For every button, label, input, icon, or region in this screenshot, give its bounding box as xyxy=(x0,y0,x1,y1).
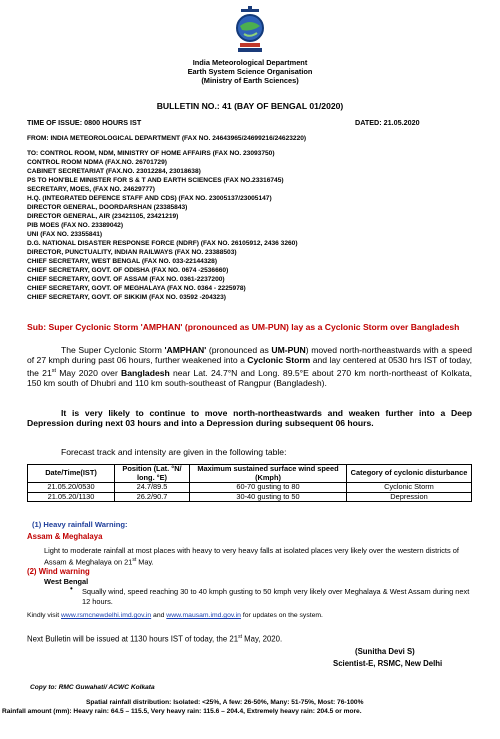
recipient-line: DIRECTOR GENERAL, AIR (23421105, 23421219) xyxy=(27,213,179,220)
org-name: India Meteorological Department xyxy=(192,58,308,67)
next-bulletin: Next Bulletin will be issued at 1130 hours IST of today, the 21st May, 2020. xyxy=(27,634,283,644)
recipient-line: DIRECTOR, PUNCTUALITY, INDIAN RAILWAYS (FAX NO. 23388503) xyxy=(27,249,237,256)
forecast-paragraph: It is very likely to continue to move north-northeastwards and weaken further into a Deep Depression during next 03 hours and into a Depression during subsequent 06 hours. xyxy=(27,408,472,429)
recipient-line: DIRECTOR GENERAL, DOORDARSHAN (23385843) xyxy=(27,204,188,211)
recipient-line: CHIEF SECRETARY, GOVT. OF ODISHA (FAX NO. 0674 -2536660) xyxy=(27,267,229,274)
rainfall-distribution-legend: Spatial rainfall distribution: Isolated: <25%, A few: 26-50%, Many: 51-75%, Most: 76-100% xyxy=(86,699,364,706)
bulletin-number: BULLETIN NO.: 41 (BAY OF BENGAL 01/2020) xyxy=(156,101,344,111)
recipient-line: D.G. NATIONAL DISASTER RESPONSE FORCE (NDRF) (FAX NO. 26105912, 2436 3260) xyxy=(27,240,298,247)
column-header: Category of cyclonic disturbance xyxy=(347,465,472,483)
column-header: Date/Time(IST) xyxy=(28,465,115,483)
recipient-line: PIB MOES (FAX NO. 23389042) xyxy=(27,222,124,229)
table-cell: 21.05.20/0530 xyxy=(28,483,115,493)
table-intro: Forecast track and intensity are given in the following table: xyxy=(61,447,287,457)
heavy-rainfall-warning-title: (1) Heavy rainfall Warning: xyxy=(32,520,128,529)
subject-line: Sub: Super Cyclonic Storm 'AMPHAN' (pronounced as UM-PUN) lay as a Cyclonic Storm over Bangladesh xyxy=(27,322,460,332)
forecast-table xyxy=(27,464,472,502)
table-cell: 24.7/89.5 xyxy=(115,483,190,493)
table-header-row xyxy=(28,465,472,483)
column-header: Position (Lat. °N/ long. °E) xyxy=(115,465,190,483)
recipient-line: CHIEF SECRETARY, GOVT. OF SIKKIM (FAX NO. 03592 -204323) xyxy=(27,294,226,301)
recipient-line: UNI (FAX NO. 23355841) xyxy=(27,231,103,238)
rsmc-link[interactable]: www.rsmcnewdelhi.imd.gov.in xyxy=(61,612,152,619)
recipient-line: SECRETARY, MOES, (FAX NO. 24629777) xyxy=(27,186,155,193)
recipient-line: H.Q. (INTEGRATED DEFENCE STAFF AND CDS) (FAX NO. 23005137/23005147) xyxy=(27,195,272,202)
table-cell: 30-40 gusting to 50 xyxy=(190,492,347,502)
signatory-name: (Sunitha Devi S) xyxy=(355,647,415,656)
table-cell: Cyclonic Storm xyxy=(347,483,472,493)
updates-line: Kindly visit www.rsmcnewdelhi.imd.gov.in and www.mausam.imd.gov.in for updates on the system. xyxy=(27,612,323,619)
recipient-line: TO: CONTROL ROOM, NDM, MINISTRY OF HOME AFFAIRS (FAX NO. 23093750) xyxy=(27,150,275,157)
region-west-bengal: West Bengal xyxy=(44,577,89,586)
wind-warning-title: (2) Wind warning xyxy=(27,567,90,576)
from-line: FROM: INDIA METEOROLOGICAL DEPARTMENT (FAX NO. 24643965/24699216/24623220) xyxy=(27,135,307,142)
rainfall-warning-text: Light to moderate rainfall at most places with heavy to very heavy falls at isolated places very likely over the western districts of Assam & Meghalaya on 21st May. xyxy=(44,546,459,567)
table-row xyxy=(28,483,472,493)
copy-to-line: Copy to: RMC Guwahati/ ACWC Kolkata xyxy=(30,684,155,691)
table-row xyxy=(28,492,472,502)
signatory-title: Scientist-E, RSMC, New Delhi xyxy=(333,659,443,668)
mausam-link[interactable]: www.mausam.imd.gov.in xyxy=(166,612,241,619)
org-subname: Earth System Science Organisation xyxy=(187,67,313,76)
wind-warning-text: Squally wind, speed reaching 30 to 40 kmph gusting to 50 kmph very likely over Meghalaya & West Assam during next 12 hours. xyxy=(82,587,470,606)
issue-date: DATED: 21.05.2020 xyxy=(355,118,420,127)
ministry-name: (Ministry of Earth Sciences) xyxy=(201,76,299,85)
recipient-line: CHIEF SECRETARY, GOVT. OF ASSAM (FAX NO. 0361-2237200) xyxy=(27,276,225,283)
table-cell: 26.2/90.7 xyxy=(115,492,190,502)
rainfall-amount-legend: Rainfall amount (mm): Heavy rain: 64.5 – 115.5, Very heavy rain: 115.6 – 204.4, Extremely heavy rain: 204.5 or more. xyxy=(2,708,362,715)
situation-paragraph: The Super Cyclonic Storm 'AMPHAN' (pronounced as UM-PUN) moved north-northeastwards with a speed of 27 kmph during past 06 hours, further weakened into a Cyclonic Storm and lay centered at 0530 hrs IST of today, the 21st May 2020 over Bangladesh near Lat. 24.7°N and Long. 89.5°E about 270 km north-northeast of Kolkata, 150 km south of Dhubri and 110 km south-southeast of Rangpur (Bangladesh). xyxy=(27,345,473,389)
recipient-line: CABINET SECRETARIAT (FAX.NO. 23012284, 23018638) xyxy=(27,168,201,175)
region-assam-meghalaya: Assam & Meghalaya xyxy=(27,532,103,541)
table-cell: Depression xyxy=(347,492,472,502)
recipient-line: CHIEF SECRETARY, GOVT. OF MEGHALAYA (FAX NO. 0364 - 2225978) xyxy=(27,285,246,292)
imd-logo-icon xyxy=(232,6,268,54)
recipient-line: CONTROL ROOM NDMA (FAX.NO. 26701729) xyxy=(27,159,167,166)
table-cell: 60-70 gusting to 80 xyxy=(190,483,347,493)
time-of-issue: TIME OF ISSUE: 0800 HOURS IST xyxy=(27,118,142,127)
recipient-line: CHIEF SECRETARY, WEST BENGAL (FAX NO. 033-22144328) xyxy=(27,258,218,265)
table-cell: 21.05.20/1130 xyxy=(28,492,115,502)
column-header: Maximum sustained surface wind speed (Kmph) xyxy=(190,465,347,483)
bullet-icon: • xyxy=(70,584,73,593)
recipient-line: PS TO HON'BLE MINISTER FOR S & T AND EARTH SCIENCES (FAX NO.23316745) xyxy=(27,177,284,184)
